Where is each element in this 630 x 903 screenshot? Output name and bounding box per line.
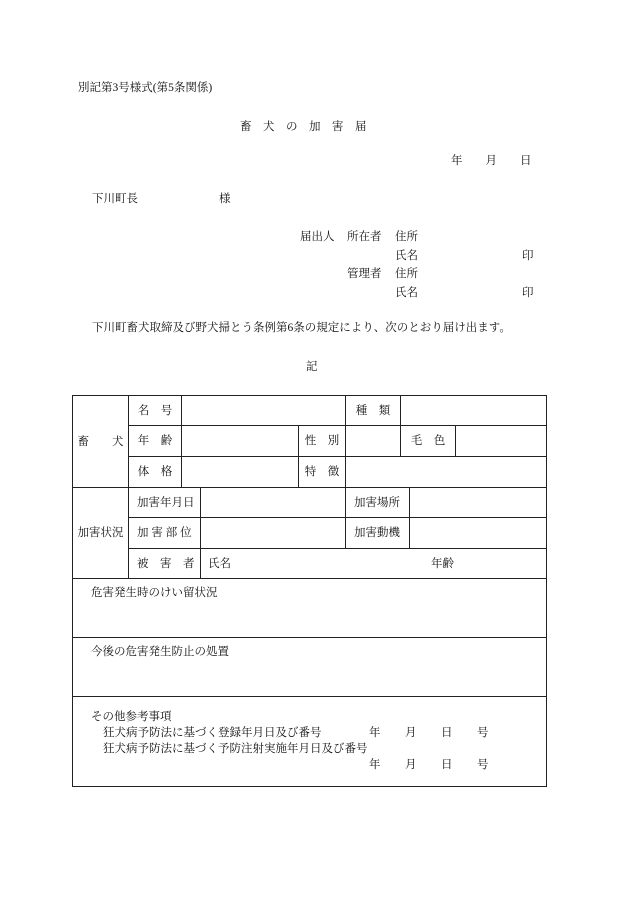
damage-body-part-label: 加 害 部 位 [129,518,201,549]
document-title: 畜 犬 の 加 害 届 [240,121,367,133]
form-number: 別記第3号様式(第5条関係) [78,82,213,94]
vaccination-month-label: 月 [405,759,417,771]
registration-date-fields [369,725,513,741]
dog-age-label: 年 齢 [129,426,182,457]
owner-label: 所在者 [347,231,382,243]
registration-year-label: 年 [369,727,381,739]
dog-coat-color-label: 毛 色 [401,426,456,457]
damage-place-value [410,488,547,518]
registration-number-label: 号 [477,727,489,739]
notifier-label: 届出人 [300,231,335,243]
dog-age-value [182,426,299,457]
registration-line [73,725,546,741]
dog-build-label: 体 格 [129,457,182,488]
submission-date: 年 月 日 [451,155,532,167]
damage-body-part-value [201,518,346,549]
owner-address-label: 住所 [395,231,418,243]
victim-age-label: 年齢 [431,557,454,570]
vaccination-number-label: 号 [477,759,489,771]
dog-name-label: 名 号 [129,396,182,426]
damage-section-label: 加害状況 [73,488,129,579]
manager-label: 管理者 [347,268,382,280]
vaccination-date-fields [369,757,513,773]
damage-motive-value [410,518,547,549]
prevention-measures-label: 今後の危害発生防止の処置 [91,646,229,658]
registration-day-label: 日 [441,727,453,739]
tethering-status-label: 危害発生時のけい留状況 [91,587,218,599]
dog-sex-value [346,426,401,457]
registration-label: 狂犬病予防法に基づく登録年月日及び番号 [103,727,322,739]
dog-name-value [182,396,346,426]
vaccination-day-label: 日 [441,759,453,771]
damage-place-label: 加害場所 [346,488,410,518]
addressee-name: 下川町長 [92,193,138,205]
dog-build-value [182,457,299,488]
damage-date-value [201,488,346,518]
owner-name-label: 氏名 [395,250,418,262]
ki-heading: 記 [306,361,318,373]
victim-info-cell [201,549,547,579]
damage-motive-label: 加害動機 [346,518,410,549]
dog-coat-color-value [456,426,547,457]
victim-label: 被 害 者 [129,549,201,579]
owner-seal-mark: 印 [522,250,534,262]
damage-date-label: 加害年月日 [129,488,201,518]
manager-address-label: 住所 [395,268,418,280]
statement-text: 下川町畜犬取締及び野犬掃とう条例第6条の規定により、次のとおり届け出ます。 [92,322,511,334]
dog-breed-label: 種 類 [346,396,401,426]
other-notes-cell [73,697,547,787]
tethering-status-cell [73,579,547,638]
prevention-measures-cell [73,638,547,697]
dog-sex-label: 性 別 [299,426,346,457]
manager-name-label: 氏名 [395,287,418,299]
registration-month-label: 月 [405,727,417,739]
dog-breed-value [401,396,547,426]
vaccination-line [73,757,546,773]
manager-seal-mark: 印 [522,287,534,299]
victim-name-label: 氏名 [208,557,231,570]
vaccination-label: 狂犬病予防法に基づく予防注射実施年月日及び番号 [103,743,368,755]
vaccination-year-label: 年 [369,759,381,771]
dog-features-value [346,457,547,488]
notification-table [72,395,547,787]
dog-features-label: 特 徴 [299,457,346,488]
other-notes-heading: その他参考事項 [91,711,172,723]
dog-section-label: 畜 犬 [73,396,129,488]
addressee-honorific: 様 [219,193,231,205]
